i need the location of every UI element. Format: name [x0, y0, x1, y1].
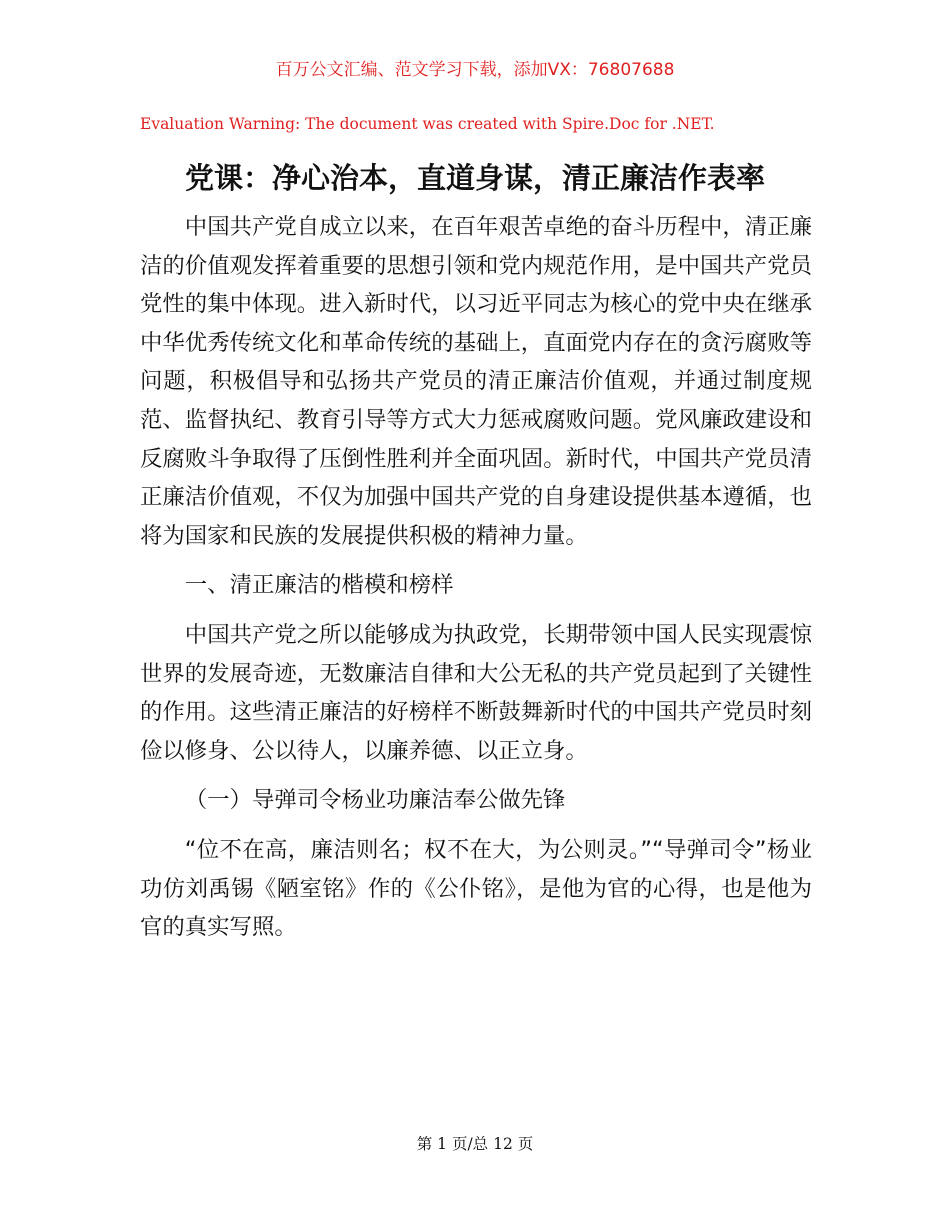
promo-header: 百万公文汇编、范文学习下载，添加VX：76807688 — [275, 60, 675, 80]
section-heading-1: 一、清正廉洁的楷模和榜样 — [184, 572, 454, 599]
document-title: 党课：净心治本，直道身谋，清正廉洁作表率 — [184, 161, 765, 195]
paragraph-intro: 中国共产党自成立以来，在百年艰苦卓绝的奋斗历程中，清正廉洁的价值观发挥着重要的思想引领和党内规范作用，是中国共产党员党性的集中体现。进入新时代，以习近平同志为核心的党中央在继承中华优秀传统文化和革命传统的基础上，直面党内存在的贪污腐败等问题，积极倡导和弘扬共产党员的清正廉洁价值观，并通过制度规范、监督执纪、教育引导等方式大力惩戒腐败问题。党风廉政建设和反腐败斗争取得了压倒性胜利并全面巩固。新时代，中国共产党员清正廉洁价值观，不仅为加强中国共产党的自身建设提供基本遵循，也将为国家和民族的发展提供积极的精神力量。 — [140, 214, 812, 549]
page-number: 第 1 页/总 12 页 — [416, 1135, 534, 1153]
paragraph-subsection-1: “位不在高，廉洁则名；权不在大，为公则灵。”“导弹司令”杨业功仿刘禹锡《陋室铭》作的《公仆铭》，是他为官的心得，也是他为官的真实写照。 — [140, 836, 812, 941]
document-body — [140, 208, 812, 947]
evaluation-warning: Evaluation Warning: The document was created with Spire.Doc for .NET. — [140, 115, 715, 133]
paragraph-section-1: 中国共产党之所以能够成为执政党，长期带领中国人民实现震惊世界的发展奇迹，无数廉洁自律和大公无私的共产党员起到了关键性的作用。这些清正廉洁的好榜样不断鼓舞新时代的中国共产党员时刻俭以修身、公以待人，以廉养德、以正立身。 — [140, 621, 812, 764]
subsection-heading-1: （一）导弹司令杨业功廉洁奉公做先锋 — [184, 787, 566, 814]
